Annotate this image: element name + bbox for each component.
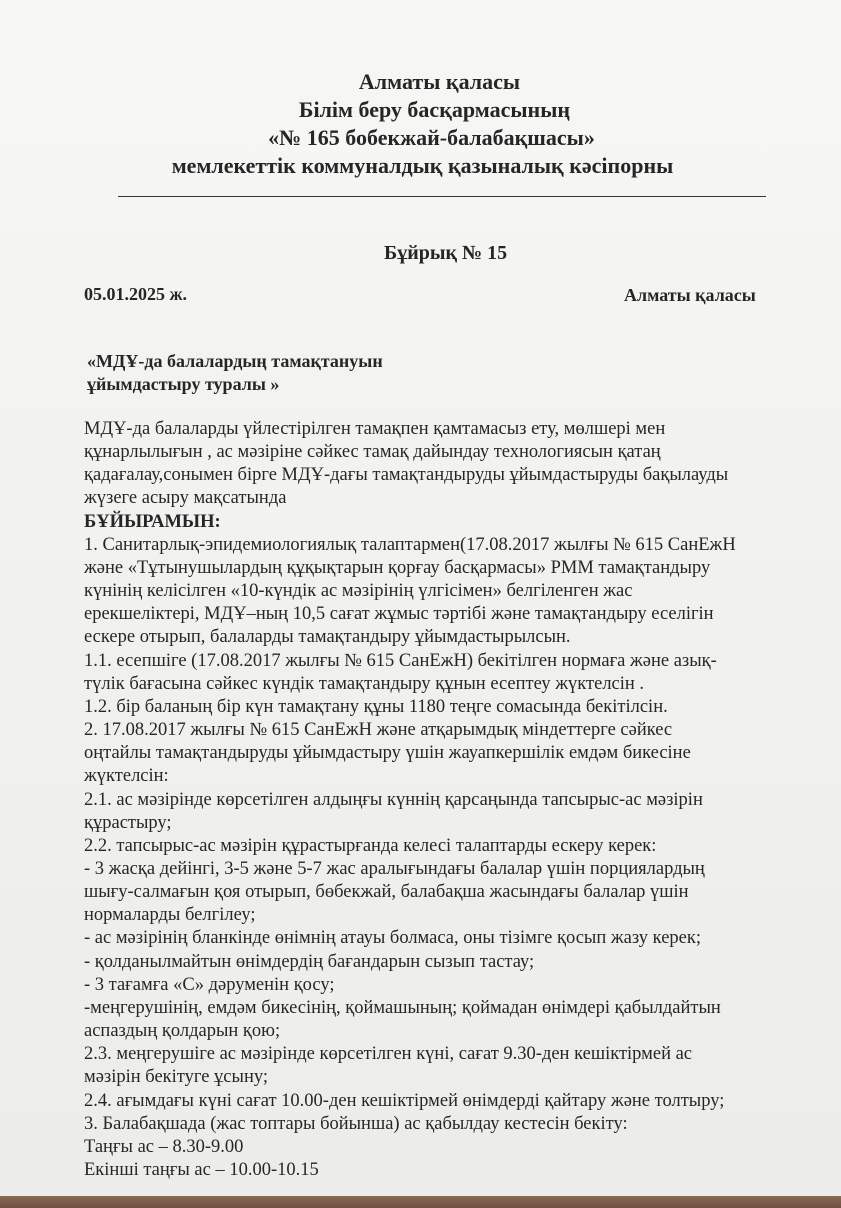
body-line: 2.1. ас мәзірінде көрсетілген алдыңғы күннің қарсаңында тапсырыс-ас мәзірін bbox=[84, 789, 703, 810]
body-line: құнарлылығын , ас мәзіріне сәйкес тамақ дайындау технологиясын қатаң bbox=[84, 442, 661, 463]
order-subject bbox=[87, 350, 383, 396]
subject-line: «МДҰ-да балалардың тамақтануын bbox=[87, 351, 383, 371]
table-edge bbox=[0, 1196, 841, 1208]
body-line: және «Тұтынушылардың құқықтарын қорғау басқармасы» РММ тамақтандыру bbox=[84, 557, 711, 578]
order-date: 05.01.2025 ж. bbox=[84, 284, 188, 304]
body-line: -меңгерушінің, емдәм бикесінің, қоймашының; қоймадан өнімдері қабылдайтын bbox=[84, 997, 721, 1018]
body-line: аспаздың қолдарын қою; bbox=[84, 1021, 281, 1042]
header-enterprise: мемлекеттік коммуналдық қазыналық кәсіпорны bbox=[171, 153, 674, 178]
body-line: МДҰ-да балаларды үйлестірілген тамақпен қамтамасыз ету, мөлшері мен bbox=[84, 419, 666, 439]
body-line: 2.4. ағымдағы күні сағат 10.00-ден кешіктірмей өнімдерді қайтару және толтыру; bbox=[84, 1090, 725, 1111]
body-line: Таңғы ас – 8.30-9.00 bbox=[84, 1136, 244, 1157]
body-line: күнінің келісілген «10-күндік ас мәзірінің үлгісімен» белгіленген жас bbox=[84, 581, 633, 602]
body-line: құрастыру; bbox=[84, 812, 172, 833]
header-divider bbox=[118, 196, 766, 197]
body-line: түлік бағасына сәйкес күндік тамақтандыру құнын есептеу жүктелсін . bbox=[84, 673, 645, 694]
header-kindergarten: «№ 165 бобекжай-балабақшасы» bbox=[268, 125, 595, 150]
body-line: қадағалау,сонымен бірге МДҰ-дағы тамақтандыруды ұйымдастыруды бақылауды bbox=[84, 465, 729, 486]
order-city: Алматы қаласы bbox=[624, 285, 756, 305]
order-title: Бұйрық № 15 bbox=[384, 242, 508, 264]
body-line: - 3 тағамға «С» дәруменін қосу; bbox=[84, 974, 335, 995]
body-line: 1. Санитарлық-эпидемиологиялық талаптармен(17.08.2017 жылғы № 615 СанЕжН bbox=[84, 534, 736, 555]
body-line: 2. 17.08.2017 жылғы № 615 СанЕжН және атқарымдық міндеттерге сәйкес bbox=[84, 720, 673, 741]
body-line: оңтайлы тамақтандыруды ұйымдастыру үшін жауапкершілік емдәм бикесіне bbox=[84, 743, 691, 764]
subject-line: ұйымдастыру туралы » bbox=[87, 374, 280, 394]
order-heading: БҰЙЫРАМЫН: bbox=[84, 511, 221, 532]
body-line: ескере отырып, балаларды тамақтандыру ұйымдастырылсын. bbox=[84, 627, 571, 648]
body-line: 1.1. есепшіге (17.08.2017 жылғы № 615 СанЕжН) бекітілген нормаға және азық- bbox=[84, 650, 717, 671]
body-line: 2.2. тапсырыс-ас мәзірін құрастырғанда келесі талаптарды ескеру керек: bbox=[84, 835, 657, 856]
body-line: ерекшеліктері, МДҰ–ның 10,5 сағат жұмыс тәртібі және тамақтандыру еселігін bbox=[84, 604, 714, 625]
body-line: шығу-салмағын қоя отырып, бөбекжай, балабақша жасындағы балалар үшін bbox=[84, 882, 689, 903]
body-line: жүзеге асыру мақсатында bbox=[84, 488, 287, 509]
order-body bbox=[84, 418, 814, 1182]
body-line: нормаларды белгілеу; bbox=[84, 905, 256, 926]
body-line: - ас мәзірінің бланкінде өнімнің атауы болмаса, оны тізімге қосып жазу керек; bbox=[84, 928, 701, 949]
header-city: Алматы қаласы bbox=[358, 69, 521, 94]
header-department: Білім беру басқармасының bbox=[298, 97, 571, 122]
body-line: - қолданылмайтын өнімдердің бағандарын сызып тастау; bbox=[84, 951, 535, 972]
body-line: 1.2. бір баланың бір күн тамақтану құны 1180 теңге сомасында бекітілсін. bbox=[84, 696, 668, 717]
document-header bbox=[0, 68, 841, 180]
body-line: жүктелсін: bbox=[84, 766, 169, 787]
body-line: мәзірін бекітуге ұсыну; bbox=[84, 1067, 268, 1088]
body-line: - 3 жасқа дейінгі, 3-5 және 5-7 жас аралығындағы балалар үшін порциялардың bbox=[84, 858, 705, 879]
body-line: Екінші таңғы ас – 10.00-10.15 bbox=[84, 1160, 319, 1180]
body-line: 2.3. меңгерушіге ас мәзірінде көрсетілген күні, сағат 9.30-ден кешіктірмей ас bbox=[84, 1044, 693, 1065]
body-line: 3. Балабақшада (жас топтары бойынша) ас қабылдау кестесін бекіту: bbox=[84, 1113, 628, 1134]
